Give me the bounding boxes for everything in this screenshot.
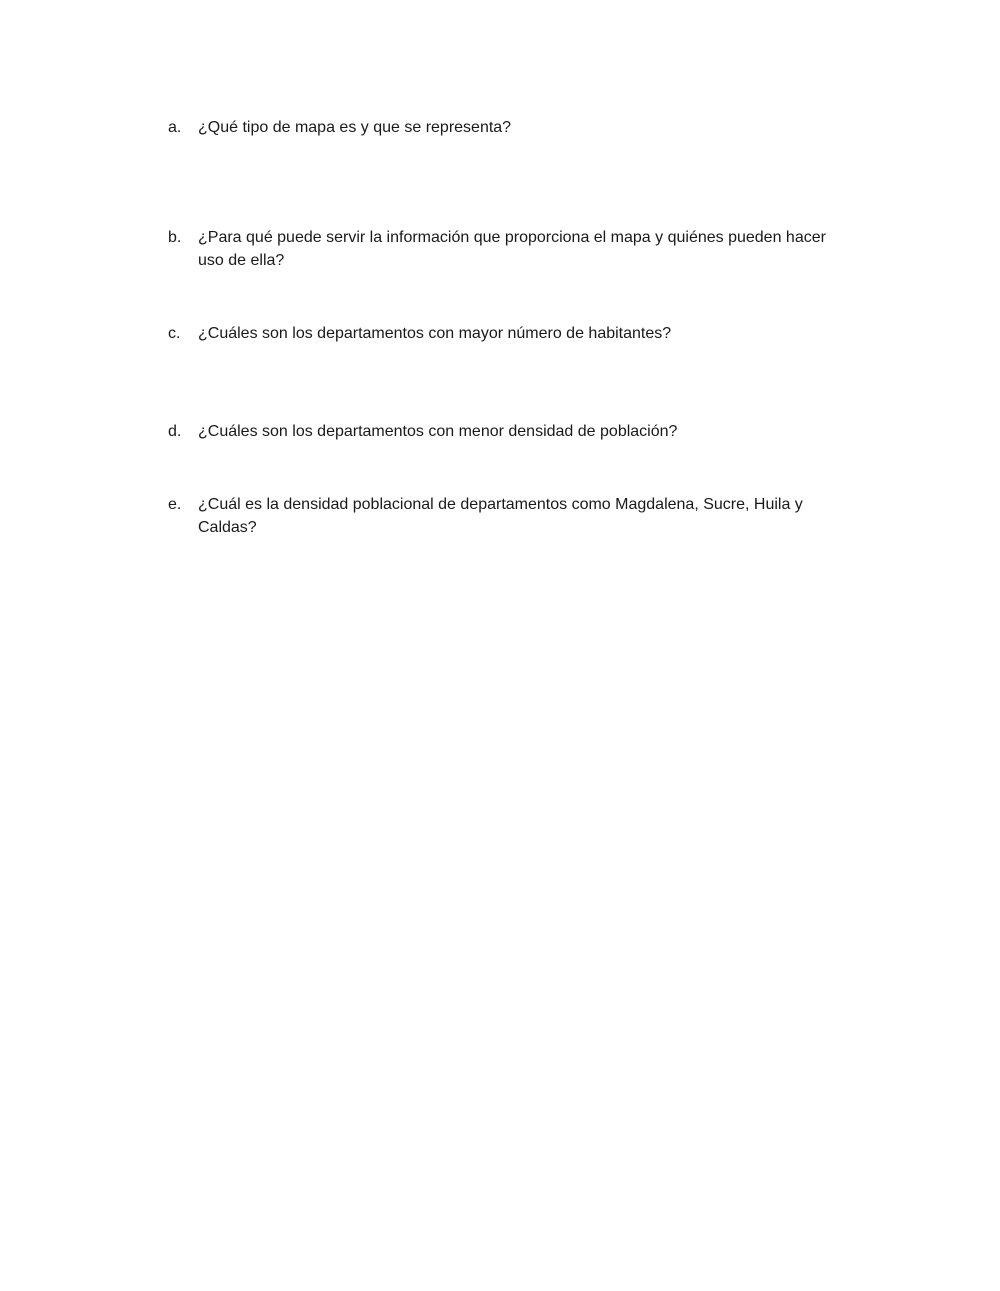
question-text: ¿Qué tipo de mapa es y que se representa? [198,119,512,136]
question-text: ¿Cuáles son los departamentos con menor densidad de población? [198,423,678,440]
question-letter: c. [168,325,181,342]
question-letter: a. [168,119,182,136]
question-text: ¿Para qué puede servir la información que proporciona el mapa y quiénes pueden hacer uso de ella? [198,229,826,269]
question-b [168,226,848,272]
question-c [168,322,848,345]
question-text: ¿Cuáles son los departamentos con mayor número de habitantes? [198,325,672,342]
question-d [168,420,848,443]
question-letter: d. [168,423,182,440]
question-a [168,116,848,139]
question-text: ¿Cuál es la densidad poblacional de departamentos como Magdalena, Sucre, Huila y Caldas? [198,496,803,536]
question-letter: e. [168,496,182,513]
question-e [168,493,848,539]
question-letter: b. [168,229,182,246]
